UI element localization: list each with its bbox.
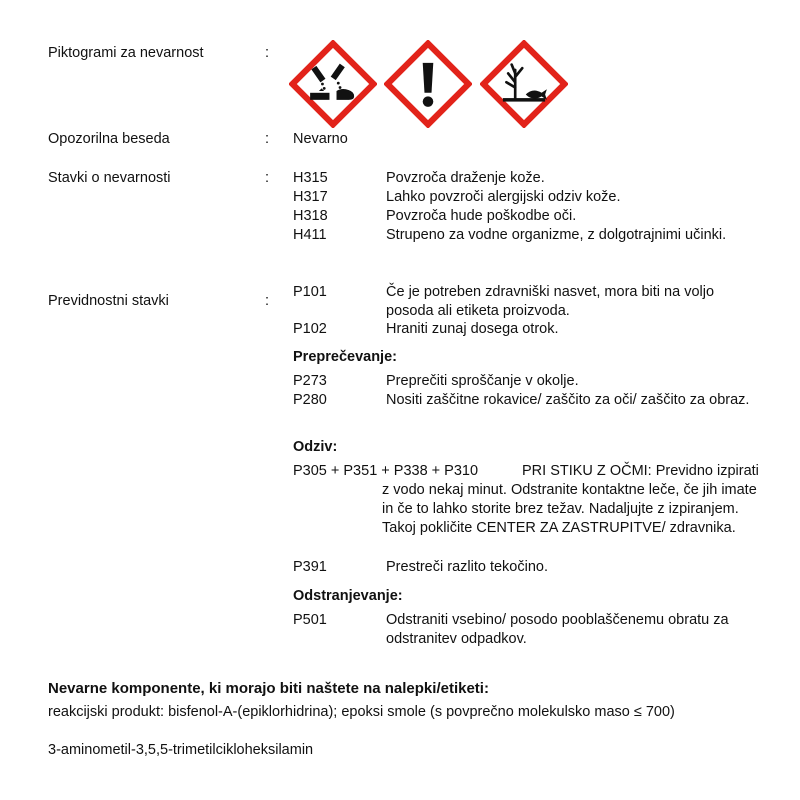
pictograms-colon: :	[265, 45, 270, 61]
hazard-text: Povzroča hude poškodbe oči.	[386, 208, 577, 224]
precaution-code: P501	[293, 612, 327, 628]
precaution-code: P101	[293, 284, 327, 300]
precaution-text: Preprečiti sproščanje v okolje.	[386, 373, 579, 389]
hazard-code: H411	[293, 227, 327, 243]
pictograms-label: Piktogrami za nevarnost	[48, 45, 204, 61]
environment-icon	[480, 40, 568, 128]
component-item: 3-aminometil-3,5,5-trimetilcikloheksilamin	[48, 742, 314, 758]
hazard-text: Povzroča draženje kože.	[386, 170, 545, 186]
exclamation-mark-icon	[384, 40, 472, 128]
hazard-code: H318	[293, 208, 328, 224]
precaution-code: P102	[293, 321, 327, 337]
hazard-statements-colon: :	[265, 170, 270, 186]
component-item: reakcijski produkt: bisfenol-A-(epiklorhidrina); epoksi smole (s povprečno molekulsko maso ≤ 700)	[48, 704, 675, 720]
hazard-code: H317	[293, 189, 328, 205]
response-heading: Odziv:	[293, 439, 338, 455]
signal-word-value: Nevarno	[293, 131, 348, 147]
precaution-code: P305 + P351 + P338 + P310	[293, 463, 479, 479]
corrosion-icon	[289, 40, 377, 128]
precaution-code: P280	[293, 392, 327, 408]
precaution-code: P273	[293, 373, 327, 389]
signal-word-colon: :	[265, 131, 270, 147]
precaution-text: Nositi zaščitne rokavice/ zaščito za oči/ zaščito za obraz.	[386, 392, 750, 408]
precaution-text: Prestreči razlito tekočino.	[386, 559, 548, 575]
hazard-text: Strupeno za vodne organizme, z dolgotrajnimi učinki.	[386, 227, 727, 243]
signal-word-label: Opozorilna beseda	[48, 131, 170, 147]
prevention-heading: Preprečevanje:	[293, 349, 397, 365]
precautionary-statements-colon: :	[265, 293, 270, 309]
precautionary-statements-label: Previdnostni stavki	[48, 293, 169, 309]
precaution-code: P391	[293, 559, 327, 575]
components-heading: Nevarne komponente, ki morajo biti naštete na nalepki/etiketi:	[48, 680, 489, 697]
precaution-text: Odstraniti vsebino/ posodo pooblaščenemu obratu za odstranitev odpadkov.	[386, 612, 729, 647]
hazard-statements-label: Stavki o nevarnosti	[48, 170, 171, 186]
precaution-text: Hraniti zunaj dosega otrok.	[386, 321, 559, 337]
precaution-text: PRI STIKU Z OČMI: Previdno izpirati z vodo nekaj minut. Odstranite kontaktne leče, če jih imate in če to lahko storite brez težav. Nadaljujte z izpiranjem. Takoj pokličite CENTER ZA ZASTRUPITVE/ zdravnika.	[382, 463, 759, 536]
precaution-text: Če je potreben zdravniški nasvet, mora biti na voljo posoda ali etiketa proizvoda.	[386, 284, 715, 319]
disposal-heading: Odstranjevanje:	[293, 588, 403, 604]
hazard-text: Lahko povzroči alergijski odziv kože.	[386, 189, 621, 205]
hazard-code: H315	[293, 170, 328, 186]
